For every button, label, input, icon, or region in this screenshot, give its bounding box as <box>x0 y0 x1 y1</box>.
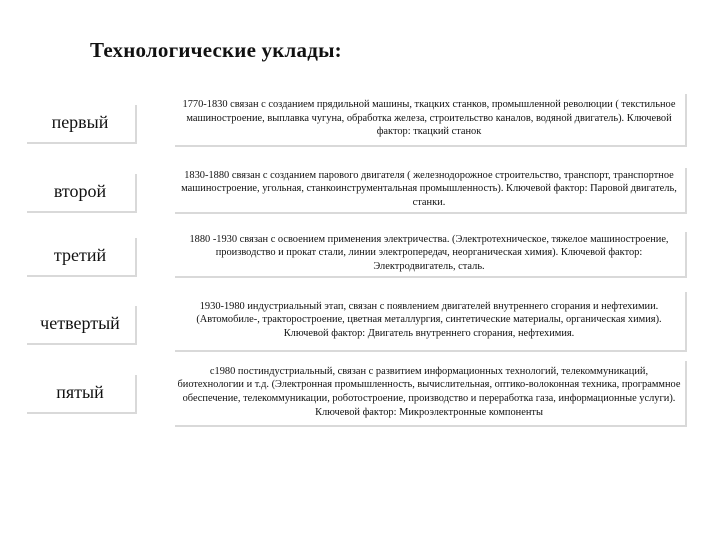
row-description-fifth: с1980 постиндустриальный, связан с развитием информационных технологий, телекоммуникаций, биотехнологии и т.д. (Электронная промышленность, вычислительная, оптико-волоконная техника, программное обеспечение, телекоммуникации, роботостроение, производство и переработка газа, информационные услуги). Ключевой фактор: Микроэлектронные компоненты <box>173 359 685 425</box>
row-description-fourth: 1930-1980 индустриальный этап, связан с появлением двигателей внутреннего сгорания и нефтехимии. (Автомобиле-, тракторостроение, цветная металлургия, синтетические материалы, органическая химия). Ключевой фактор: Двигатель внутреннего сгорания, нефтехимия. <box>173 290 685 350</box>
row-label-third: третий <box>25 236 135 275</box>
row-label-second: второй <box>25 172 135 211</box>
row-label-fourth: четвертый <box>25 304 135 343</box>
row-label-fifth: пятый <box>25 373 135 412</box>
row-description-third: 1880 -1930 связан с освоением применения электричества. (Электротехническое, тяжелое машиностроение, производство и прокат стали, линии электропередач, неорганическая химия). Ключевой фактор: Электродвигатель, сталь. <box>173 230 685 276</box>
page-title: Технологические уклады: <box>90 38 342 62</box>
row-label-first: первый <box>25 103 135 142</box>
row-description-first: 1770-1830 связан с созданием прядильной машины, ткацких станков, промышленной революции ( текстильное машиностроение, выплавка чугуна, обработка железа, строительство каналов, водяной двигатель). Ключевой фактор: ткацкий станок <box>173 92 685 145</box>
row-description-second: 1830-1880 связан с созданием парового двигателя ( железнодорожное строительство, транспорт, транспортное машиностроение, угольная, станкоинструментальная промышленность). Ключевой фактор: Паровой двигатель, станки. <box>173 166 685 212</box>
